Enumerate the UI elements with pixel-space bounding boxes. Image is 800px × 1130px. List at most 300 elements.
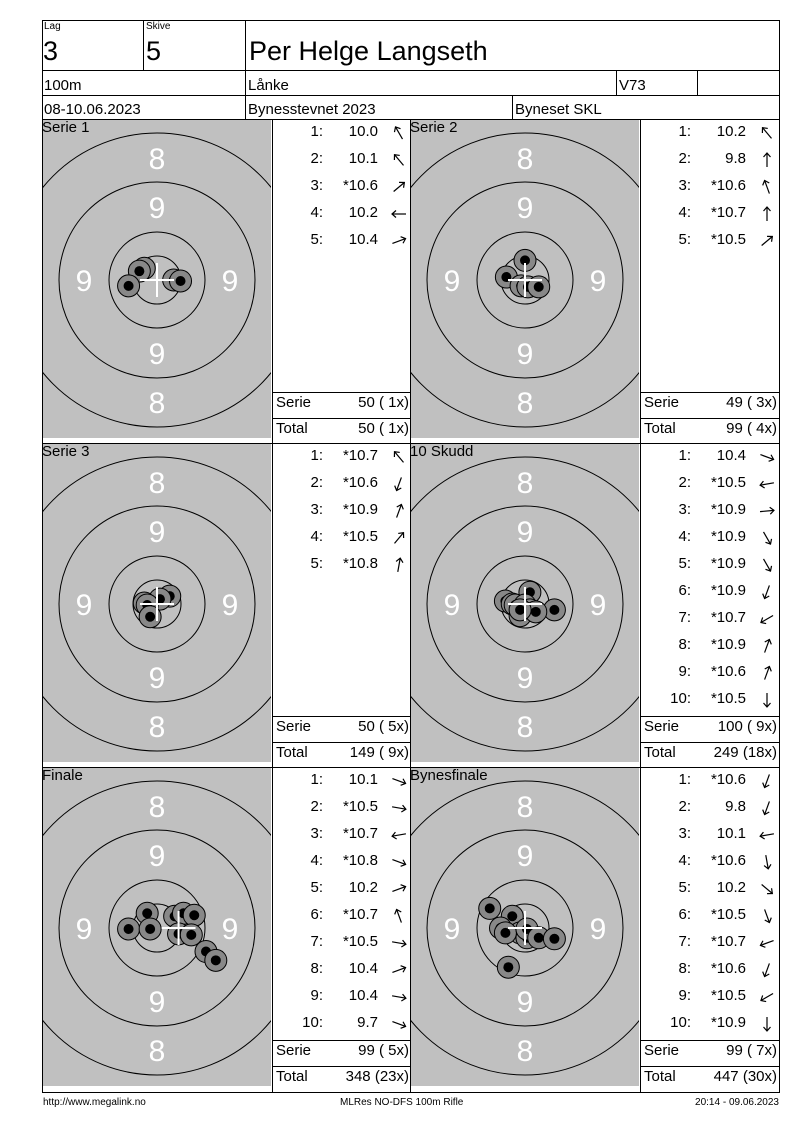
shot-value: 10.0 <box>348 123 378 140</box>
direction-arrow-icon <box>389 772 409 790</box>
shot-value: *10.6 <box>710 960 746 977</box>
shot-number: 3: <box>678 501 691 518</box>
shot-row <box>641 771 779 797</box>
shot-row <box>273 150 411 176</box>
ring-number: 9 <box>516 338 534 371</box>
direction-arrow-icon <box>757 124 777 142</box>
target-panel <box>411 444 639 762</box>
shot-value: *10.6 <box>342 474 378 491</box>
shot-row <box>641 501 779 527</box>
ring-number: 9 <box>589 265 607 298</box>
serie-sum-label: Serie <box>276 1042 312 1059</box>
direction-arrow-icon <box>389 178 409 196</box>
shot-number: 7: <box>678 933 691 950</box>
shot-number: 3: <box>678 825 691 842</box>
direction-arrow-icon <box>757 988 777 1006</box>
serie-sum-value: 99 ( 5x) <box>358 1042 409 1059</box>
footer-url[interactable]: http://www.megalink.no <box>43 1097 146 1108</box>
shot-value: *10.6 <box>710 771 746 788</box>
shot-number: 5: <box>310 879 323 896</box>
shot-value: 10.4 <box>348 987 378 1004</box>
hit-center <box>124 924 134 934</box>
shot-list <box>641 771 779 1071</box>
shot-row <box>641 231 779 257</box>
shot-value: *10.9 <box>342 501 378 518</box>
shot-value: *10.7 <box>342 825 378 842</box>
direction-arrow-icon <box>757 799 777 817</box>
ring-number: 8 <box>516 791 534 824</box>
shot-value: *10.9 <box>710 528 746 545</box>
ring-number: 9 <box>589 913 607 946</box>
shot-value: *10.5 <box>710 690 746 707</box>
shot-value: *10.9 <box>710 1014 746 1031</box>
hit-center <box>134 266 144 276</box>
shot-value: *10.7 <box>342 447 378 464</box>
ring-number: 8 <box>516 711 534 744</box>
shot-value: *10.5 <box>342 798 378 815</box>
ring-number: 9 <box>75 913 93 946</box>
total-sum-value: 249 (18x) <box>713 744 777 761</box>
shot-number: 6: <box>678 582 691 599</box>
shot-value: 10.4 <box>716 447 746 464</box>
total-sum-value: 149 ( 9x) <box>349 744 409 761</box>
hit-center <box>503 962 513 972</box>
shot-value: *10.5 <box>710 906 746 923</box>
shot-number: 1: <box>678 447 691 464</box>
ring-number: 8 <box>148 1035 166 1068</box>
shot-row <box>273 933 411 959</box>
direction-arrow-icon <box>757 853 777 871</box>
direction-arrow-icon <box>389 961 409 979</box>
shot-row <box>641 690 779 716</box>
shot-list <box>273 447 411 747</box>
direction-arrow-icon <box>757 961 777 979</box>
serie-sum-row <box>641 392 779 417</box>
shot-value: *10.9 <box>710 636 746 653</box>
shot-value: *10.9 <box>710 582 746 599</box>
ring-number: 8 <box>516 467 534 500</box>
serie-sum-row <box>273 716 411 741</box>
total-sum-row <box>273 742 411 767</box>
total-sum-row <box>641 418 779 443</box>
ring-number: 9 <box>443 265 461 298</box>
direction-arrow-icon <box>389 529 409 547</box>
shot-number: 5: <box>678 555 691 572</box>
total-sum-value: 447 (30x) <box>713 1068 777 1085</box>
hit-center <box>531 607 541 617</box>
total-sum-label: Total <box>644 420 676 437</box>
serie-sum-row <box>641 716 779 741</box>
total-sum-label: Total <box>644 1068 676 1085</box>
total-sum-row <box>273 418 411 443</box>
shot-row <box>273 447 411 473</box>
shot-number: 1: <box>310 123 323 140</box>
shot-number: 6: <box>678 906 691 923</box>
target-panel <box>411 768 639 1086</box>
shot-value: *10.5 <box>710 987 746 1004</box>
ring-number: 9 <box>516 986 534 1019</box>
shot-number: 2: <box>310 798 323 815</box>
shot-value: *10.5 <box>342 933 378 950</box>
shot-value: *10.5 <box>342 528 378 545</box>
shot-number: 2: <box>310 474 323 491</box>
shot-row <box>273 177 411 203</box>
shot-number: 8: <box>678 960 691 977</box>
serie-sum-value: 50 ( 1x) <box>358 394 409 411</box>
ring-number: 9 <box>221 265 239 298</box>
target-svg <box>411 768 639 1086</box>
shot-number: 2: <box>310 150 323 167</box>
ring-number: 9 <box>516 662 534 695</box>
shot-number: 10: <box>670 1014 691 1031</box>
direction-arrow-icon <box>757 178 777 196</box>
shot-row <box>641 960 779 986</box>
direction-arrow-icon <box>389 826 409 844</box>
shot-row <box>641 204 779 230</box>
shot-row <box>273 825 411 851</box>
serie-sum-label: Serie <box>644 394 680 411</box>
shot-number: 8: <box>310 960 323 977</box>
direction-arrow-icon <box>757 637 777 655</box>
shot-number: 3: <box>310 501 323 518</box>
shot-row <box>641 906 779 932</box>
shot-value: *10.6 <box>710 663 746 680</box>
shot-value: *10.7 <box>342 906 378 923</box>
ring-number: 9 <box>516 840 534 873</box>
shot-number: 10: <box>302 1014 323 1031</box>
direction-arrow-icon <box>389 880 409 898</box>
shot-number: 7: <box>678 609 691 626</box>
shot-value: 9.8 <box>725 150 746 167</box>
ring-number: 8 <box>148 791 166 824</box>
target-panel <box>43 768 271 1086</box>
direction-arrow-icon <box>757 610 777 628</box>
serie-sum-label: Serie <box>276 718 312 735</box>
hit-center <box>485 903 495 913</box>
direction-arrow-icon <box>757 1015 777 1033</box>
shot-number: 9: <box>310 987 323 1004</box>
shot-number: 4: <box>310 852 323 869</box>
shot-row <box>641 1014 779 1040</box>
shot-value: *10.6 <box>710 177 746 194</box>
shot-value: 10.1 <box>348 150 378 167</box>
total-sum-label: Total <box>644 744 676 761</box>
shot-number: 2: <box>678 798 691 815</box>
shot-row <box>641 609 779 635</box>
hit-center <box>142 908 152 918</box>
target-panel <box>411 120 639 438</box>
footer-software: MLRes NO-DFS 100m Rifle <box>340 1097 464 1108</box>
direction-arrow-icon <box>757 772 777 790</box>
shot-number: 8: <box>678 636 691 653</box>
shot-row <box>273 987 411 1013</box>
hit-center <box>186 930 196 940</box>
distance: 100m <box>44 77 82 94</box>
shot-value: 10.2 <box>348 204 378 221</box>
shot-row <box>641 123 779 149</box>
shot-row <box>273 1014 411 1040</box>
shot-number: 4: <box>678 528 691 545</box>
direction-arrow-icon <box>389 799 409 817</box>
ring-number: 9 <box>148 986 166 1019</box>
shot-value: 10.2 <box>716 123 746 140</box>
series-title: 10 Skudd <box>410 443 474 460</box>
shot-row <box>273 879 411 905</box>
shot-number: 4: <box>678 204 691 221</box>
shot-value: 10.4 <box>348 231 378 248</box>
target-panel <box>43 444 271 762</box>
hit-center <box>549 934 559 944</box>
shot-value: 10.2 <box>348 879 378 896</box>
direction-arrow-icon <box>389 853 409 871</box>
direction-arrow-icon <box>757 934 777 952</box>
direction-arrow-icon <box>389 1015 409 1033</box>
shot-row <box>273 798 411 824</box>
series-title: Serie 2 <box>410 119 458 136</box>
shot-value: *10.9 <box>710 555 746 572</box>
shot-value: *10.5 <box>710 474 746 491</box>
total-sum-value: 50 ( 1x) <box>358 420 409 437</box>
shot-number: 1: <box>678 771 691 788</box>
direction-arrow-icon <box>757 502 777 520</box>
shot-row <box>641 636 779 662</box>
target-svg <box>411 444 639 762</box>
shot-value: *10.7 <box>710 933 746 950</box>
ring-number: 9 <box>516 192 534 225</box>
ring-number: 9 <box>443 913 461 946</box>
ring-number: 9 <box>516 516 534 549</box>
skive-label: Skive <box>146 21 171 32</box>
hit-center <box>534 282 544 292</box>
serie-sum-value: 50 ( 5x) <box>358 718 409 735</box>
ring-number: 8 <box>516 143 534 176</box>
shot-row <box>641 447 779 473</box>
shot-row <box>273 771 411 797</box>
shot-number: 2: <box>678 150 691 167</box>
direction-arrow-icon <box>389 934 409 952</box>
lag-label: Lag <box>44 21 61 32</box>
ring-number: 9 <box>148 840 166 873</box>
shot-number: 6: <box>310 906 323 923</box>
shot-row <box>641 879 779 905</box>
shot-value: *10.7 <box>710 204 746 221</box>
total-sum-label: Total <box>276 1068 308 1085</box>
direction-arrow-icon <box>757 475 777 493</box>
skive-value: 5 <box>146 36 162 66</box>
hit-center <box>189 910 199 920</box>
ring-number: 9 <box>75 265 93 298</box>
direction-arrow-icon <box>757 529 777 547</box>
ring-number: 9 <box>589 589 607 622</box>
shot-number: 10: <box>670 690 691 707</box>
serie-sum-value: 99 ( 7x) <box>726 1042 777 1059</box>
shot-value: 9.7 <box>357 1014 378 1031</box>
direction-arrow-icon <box>757 583 777 601</box>
shot-number: 9: <box>678 663 691 680</box>
lag-value: 3 <box>43 36 59 66</box>
shot-number: 5: <box>310 555 323 572</box>
club: Lånke <box>248 77 289 94</box>
direction-arrow-icon <box>757 826 777 844</box>
shot-number: 1: <box>678 123 691 140</box>
ring-number: 9 <box>75 589 93 622</box>
shot-value: *10.8 <box>342 555 378 572</box>
hit-center <box>124 281 134 291</box>
organizer: Byneset SKL <box>515 101 602 118</box>
shot-row <box>641 528 779 554</box>
shot-row <box>273 204 411 230</box>
series-title: Serie 3 <box>42 443 90 460</box>
serie-sum-value: 100 ( 9x) <box>717 718 777 735</box>
ring-number: 9 <box>221 589 239 622</box>
shot-value: *10.9 <box>710 501 746 518</box>
ring-number: 8 <box>516 1035 534 1068</box>
series-title: Serie 1 <box>42 119 90 136</box>
shot-value: *10.6 <box>710 852 746 869</box>
shot-number: 5: <box>310 231 323 248</box>
shot-number: 3: <box>310 825 323 842</box>
direction-arrow-icon <box>389 448 409 466</box>
shooter-name: Per Helge Langseth <box>249 36 488 66</box>
hit-center <box>549 605 559 615</box>
serie-sum-label: Serie <box>644 1042 680 1059</box>
ring-number: 8 <box>148 467 166 500</box>
shot-value: *10.7 <box>710 609 746 626</box>
hit-center <box>211 955 221 965</box>
direction-arrow-icon <box>389 988 409 1006</box>
shot-row <box>641 852 779 878</box>
ring-number: 8 <box>148 711 166 744</box>
serie-sum-value: 49 ( 3x) <box>726 394 777 411</box>
target-svg <box>43 768 271 1086</box>
hit-center <box>507 911 517 921</box>
direction-arrow-icon <box>389 151 409 169</box>
event-date: 08-10.06.2023 <box>44 101 141 118</box>
direction-arrow-icon <box>757 556 777 574</box>
direction-arrow-icon <box>389 475 409 493</box>
direction-arrow-icon <box>389 205 409 223</box>
target-svg <box>43 444 271 762</box>
shot-row <box>641 663 779 689</box>
ring-number: 9 <box>148 662 166 695</box>
total-sum-label: Total <box>276 744 308 761</box>
event-name: Bynesstevnet 2023 <box>248 101 376 118</box>
shot-row <box>273 231 411 257</box>
shot-row <box>273 852 411 878</box>
direction-arrow-icon <box>389 907 409 925</box>
direction-arrow-icon <box>757 664 777 682</box>
shot-value: 10.1 <box>348 771 378 788</box>
ring-number: 9 <box>148 192 166 225</box>
shot-number: 3: <box>310 177 323 194</box>
shot-value: 10.1 <box>716 825 746 842</box>
direction-arrow-icon <box>757 880 777 898</box>
shot-value: 9.8 <box>725 798 746 815</box>
series-title: Finale <box>42 767 83 784</box>
serie-sum-row <box>641 1040 779 1065</box>
shot-number: 4: <box>678 852 691 869</box>
ring-number: 9 <box>221 913 239 946</box>
shot-row <box>273 906 411 932</box>
shot-row <box>641 474 779 500</box>
shot-number: 1: <box>310 771 323 788</box>
shot-number: 3: <box>678 177 691 194</box>
target-svg <box>411 120 639 438</box>
shot-number: 7: <box>310 933 323 950</box>
total-sum-value: 348 (23x) <box>345 1068 409 1085</box>
total-sum-row <box>641 1066 779 1091</box>
shot-row <box>641 582 779 608</box>
shot-number: 4: <box>310 528 323 545</box>
ring-number: 8 <box>148 387 166 420</box>
total-sum-label: Total <box>276 420 308 437</box>
shot-list <box>273 123 411 423</box>
shot-value: 10.2 <box>716 879 746 896</box>
direction-arrow-icon <box>757 232 777 250</box>
shot-number: 5: <box>678 879 691 896</box>
shot-number: 9: <box>678 987 691 1004</box>
hit-center <box>145 924 155 934</box>
hit-center <box>534 933 544 943</box>
shot-value: 10.4 <box>348 960 378 977</box>
total-sum-value: 99 ( 4x) <box>726 420 777 437</box>
shot-row <box>273 528 411 554</box>
ring-number: 9 <box>443 589 461 622</box>
shot-list <box>273 771 411 1071</box>
shot-row <box>641 987 779 1013</box>
shot-row <box>273 474 411 500</box>
direction-arrow-icon <box>389 124 409 142</box>
shot-number: 5: <box>678 231 691 248</box>
serie-sum-label: Serie <box>644 718 680 735</box>
ring-number: 8 <box>516 387 534 420</box>
serie-sum-label: Serie <box>276 394 312 411</box>
hit-center <box>515 605 525 615</box>
serie-sum-row <box>273 1040 411 1065</box>
hit-center <box>176 276 186 286</box>
direction-arrow-icon <box>757 907 777 925</box>
shot-row <box>273 555 411 581</box>
direction-arrow-icon <box>757 691 777 709</box>
ring-number: 9 <box>148 338 166 371</box>
hit-center <box>145 612 155 622</box>
shot-number: 4: <box>310 204 323 221</box>
shot-number: 2: <box>678 474 691 491</box>
shot-row <box>273 123 411 149</box>
ring-number: 9 <box>148 516 166 549</box>
series-title: Bynesfinale <box>410 767 488 784</box>
direction-arrow-icon <box>389 556 409 574</box>
shot-row <box>641 933 779 959</box>
shot-value: *10.6 <box>342 177 378 194</box>
shot-value: *10.8 <box>342 852 378 869</box>
direction-arrow-icon <box>757 448 777 466</box>
shot-row <box>641 798 779 824</box>
total-sum-row <box>273 1066 411 1091</box>
target-panel <box>43 120 271 438</box>
shot-row <box>641 177 779 203</box>
total-sum-row <box>641 742 779 767</box>
footer-timestamp: 20:14 - 09.06.2023 <box>695 1097 779 1108</box>
direction-arrow-icon <box>389 232 409 250</box>
direction-arrow-icon <box>757 205 777 223</box>
shot-value: *10.5 <box>710 231 746 248</box>
shot-list <box>641 447 779 747</box>
shot-row <box>273 501 411 527</box>
target-svg <box>43 120 271 438</box>
direction-arrow-icon <box>757 151 777 169</box>
ring-number: 8 <box>148 143 166 176</box>
